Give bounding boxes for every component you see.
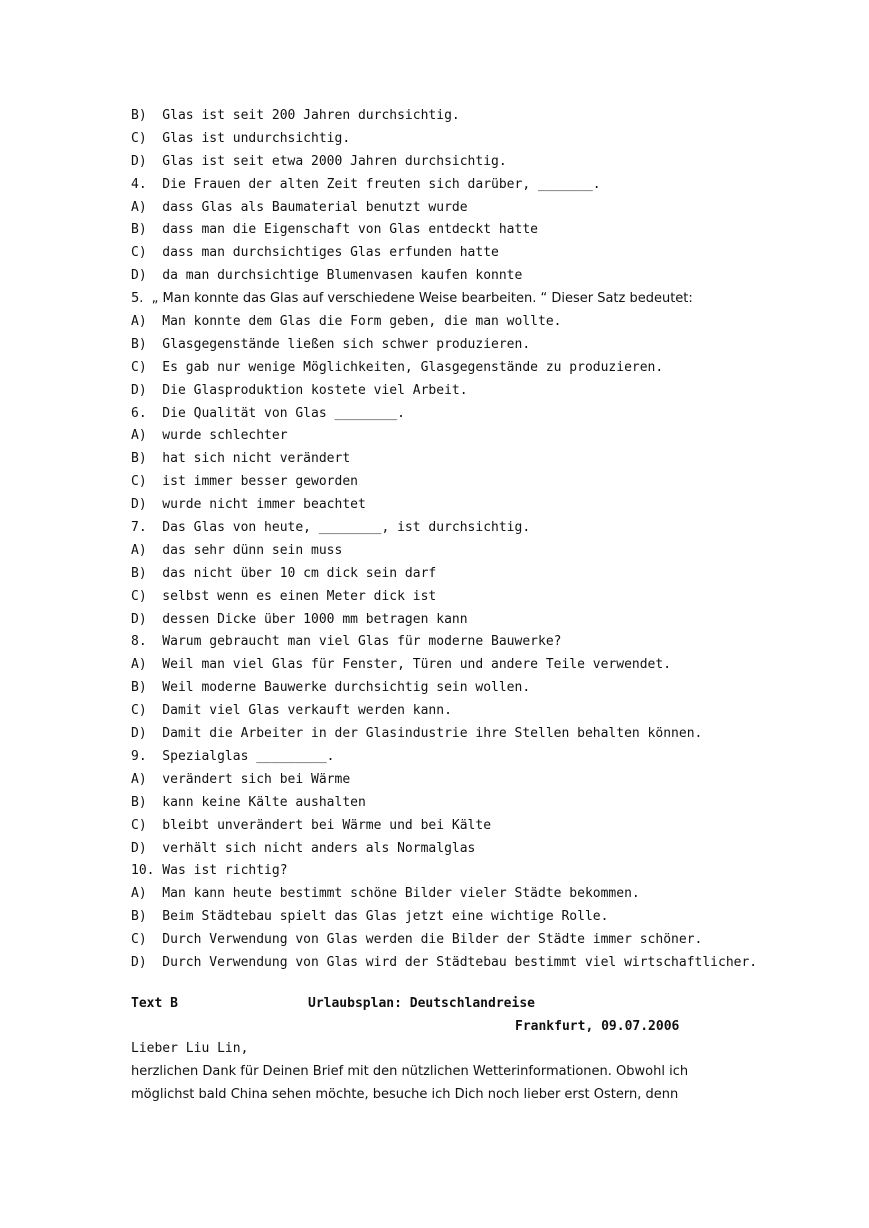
- answer-option: A) das sehr dünn sein muss: [131, 542, 343, 558]
- question: 5. „ Man konnte das Glas auf verschiedene Weise bearbeiten. “ Dieser Satz bedeutet:: [131, 291, 693, 307]
- answer-option: B) Glasgegenstände ließen sich schwer produzieren.: [131, 336, 531, 352]
- answer-option: B) dass man die Eigenschaft von Glas entdeckt hatte: [131, 222, 538, 238]
- answer-option: C) selbst wenn es einen Meter dick ist: [131, 588, 437, 604]
- letter-body: [131, 1038, 771, 1106]
- answer-option: B) Weil moderne Bauwerke durchsichtig sein wollen.: [131, 680, 531, 696]
- answer-option: A) Man konnte dem Glas die Form geben, die man wollte.: [131, 314, 562, 330]
- answer-option: C) bleibt unverändert bei Wärme und bei Kälte: [131, 817, 492, 833]
- answer-option: B) Glas ist seit 200 Jahren durchsichtig.: [131, 108, 460, 123]
- letter-dateline: Frankfurt, 09.07.2006: [515, 1019, 680, 1034]
- answer-option: C) dass man durchsichtiges Glas erfunden hatte: [131, 245, 499, 261]
- answer-option: C) Es gab nur wenige Möglichkeiten, Glasgegenstände zu produzieren.: [131, 359, 664, 375]
- question: 4. Die Frauen der alten Zeit freuten sich darüber, _______.: [131, 176, 601, 192]
- question: 8. Warum gebraucht man viel Glas für moderne Bauwerke?: [131, 634, 562, 650]
- letter-salutation: Lieber Liu Lin,: [131, 1041, 249, 1056]
- question: 7. Das Glas von heute, ________, ist durchsichtig.: [131, 520, 531, 536]
- answer-option: A) wurde schlechter: [131, 428, 288, 444]
- answer-option: B) Beim Städtebau spielt das Glas jetzt eine wichtige Rolle.: [131, 909, 609, 925]
- answer-option: B) das nicht über 10 cm dick sein darf: [131, 565, 437, 581]
- answer-option: D) da man durchsichtige Blumenvasen kaufen konnte: [131, 268, 523, 284]
- answer-option: D) Durch Verwendung von Glas wird der Städtebau bestimmt viel wirtschaftlicher.: [131, 954, 758, 970]
- answer-option: D) Glas ist seit etwa 2000 Jahren durchsichtig.: [131, 153, 507, 169]
- answer-option: C) ist immer besser geworden: [131, 474, 358, 490]
- section-label: Text B: [131, 996, 178, 1011]
- question: 6. Die Qualität von Glas ________.: [131, 405, 405, 421]
- section-title: Urlaubsplan: Deutschlandreise: [308, 996, 535, 1011]
- answer-option: B) kann keine Kälte aushalten: [131, 794, 366, 810]
- question: 9. Spezialglas _________.: [131, 748, 335, 764]
- answer-option: A) verändert sich bei Wärme: [131, 771, 351, 787]
- answer-option: A) Man kann heute bestimmt schöne Bilder vieler Städte bekommen.: [131, 886, 640, 902]
- answer-option: A) dass Glas als Baumaterial benutzt wurde: [131, 199, 468, 215]
- letter-line: möglichst bald China sehen möchte, besuche ich Dich noch lieber erst Ostern, denn: [131, 1086, 679, 1102]
- answer-option: D) verhält sich nicht anders als Normalglas: [131, 840, 476, 856]
- question-list: [131, 105, 771, 975]
- answer-option: D) dessen Dicke über 1000 mm betragen kann: [131, 611, 468, 627]
- answer-option: D) wurde nicht immer beachtet: [131, 497, 366, 513]
- answer-option: D) Die Glasproduktion kostete viel Arbeit.: [131, 382, 468, 398]
- answer-option: C) Damit viel Glas verkauft werden kann.: [131, 703, 452, 719]
- answer-option: C) Durch Verwendung von Glas werden die Bilder der Städte immer schöner.: [131, 932, 703, 948]
- question: 10. Was ist richtig?: [131, 863, 288, 879]
- answer-option: A) Weil man viel Glas für Fenster, Türen und andere Teile verwendet.: [131, 657, 672, 673]
- answer-option: C) Glas ist undurchsichtig.: [131, 130, 351, 146]
- answer-option: B) hat sich nicht verändert: [131, 451, 351, 467]
- answer-option: D) Damit die Arbeiter in der Glasindustrie ihre Stellen behalten können.: [131, 726, 703, 742]
- letter-line: herzlichen Dank für Deinen Brief mit den nützlichen Wetterinformationen. Obwohl ich: [131, 1063, 689, 1079]
